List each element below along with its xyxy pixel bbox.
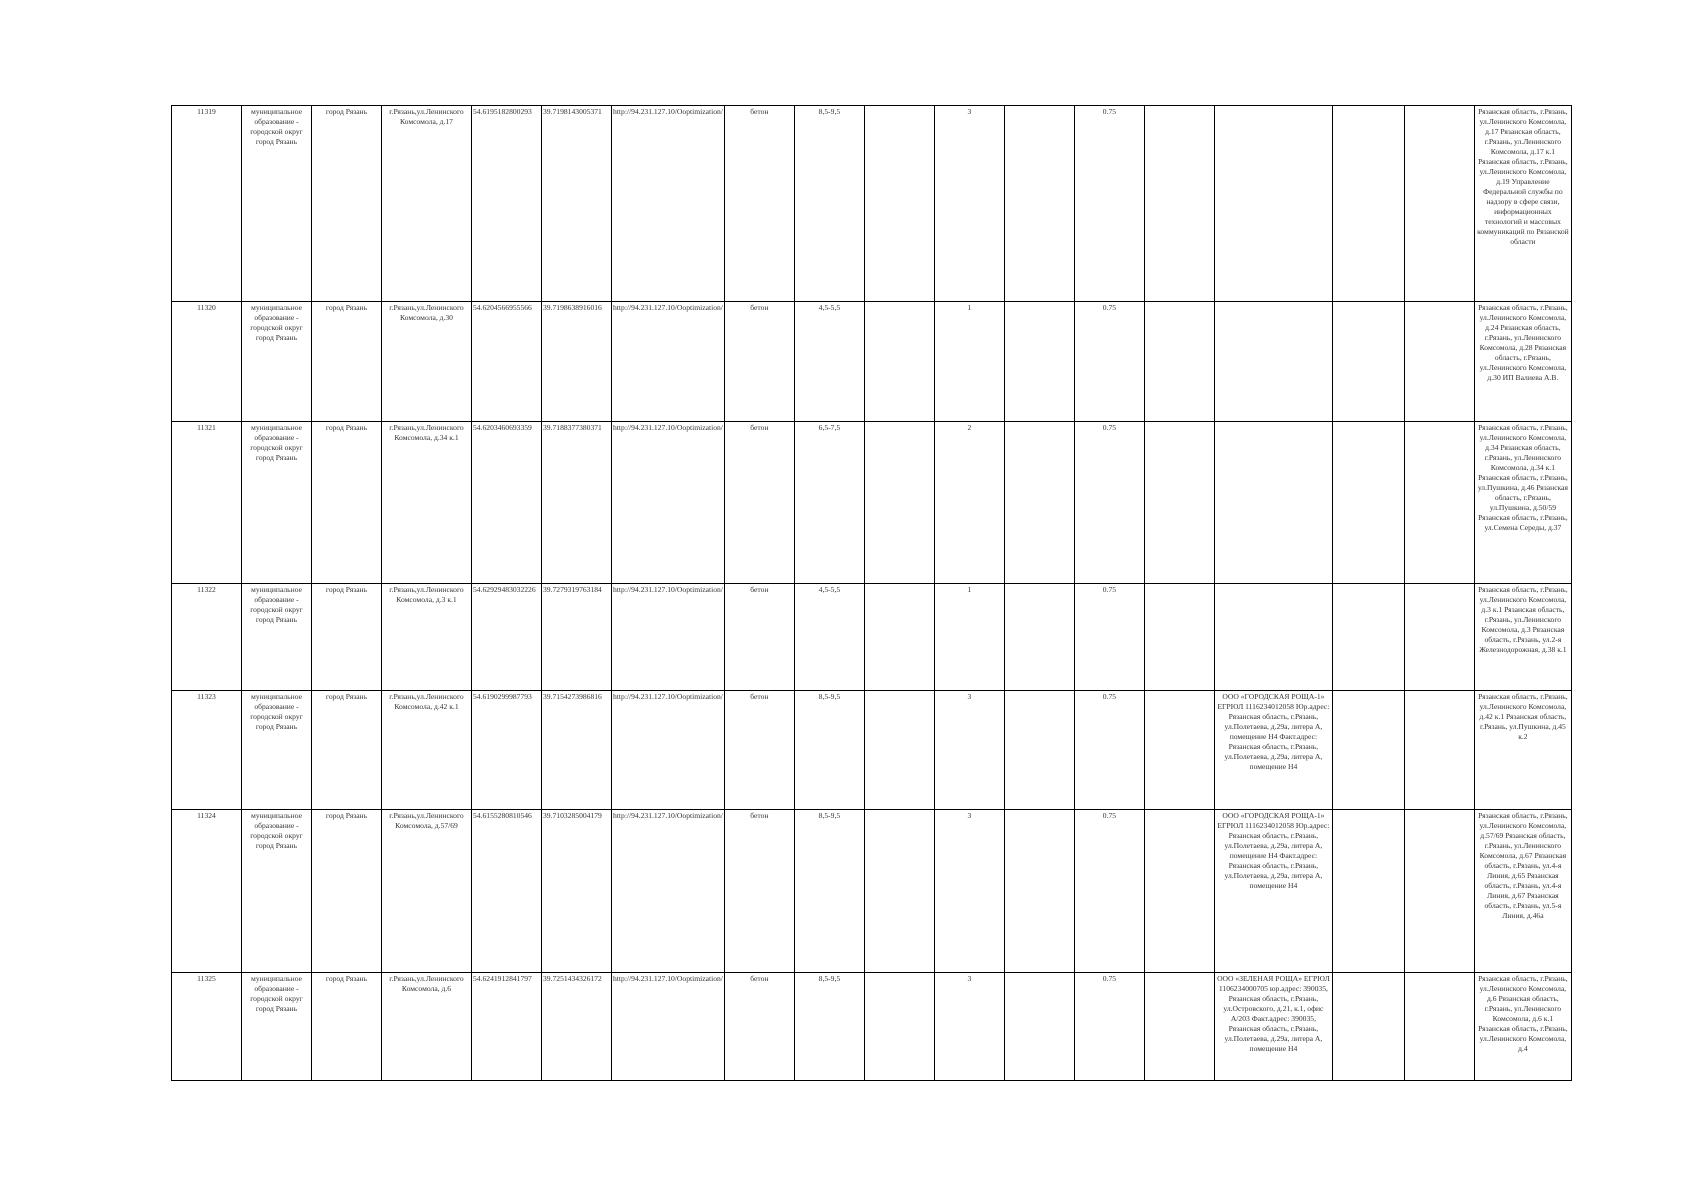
cell-owner: [1214, 422, 1332, 584]
cell-longitude: 39.7251434326172: [542, 973, 612, 1081]
cell-container-volume: 0.75: [1074, 691, 1144, 810]
cell-address: г.Рязань,ул.Ленинского Комсомола, д.17: [382, 106, 472, 302]
cell-container-count: 3: [934, 810, 1004, 973]
cell-waste-sources: Рязанская область, г.Рязань, ул.Ленинского Комсомола, д.34 Рязанская область, г.Рязань, ул.Ленинского Комсомола, д.34 к.1 Рязанская область, г.Рязань, ул.Пушкина, д.46 Рязанская область, г.Рязань, ул.Пушкина, д.50/59 Рязанская область, г.Рязань, ул.Семена Середы, д.37: [1474, 422, 1571, 584]
cell-latitude: 54.6241912841797: [472, 973, 542, 1081]
cell-municipality: муниципальное образование - городской округ город Рязань: [242, 422, 312, 584]
table-row: [172, 106, 1572, 302]
cell-scheme-link: http://94.231.127.10/Ooptimization/: [612, 106, 725, 302]
table-row: [172, 810, 1572, 973]
cell-longitude: 39.7198638916016: [542, 302, 612, 422]
cell-empty: [1404, 302, 1474, 422]
cell-scheme-link: http://94.231.127.10/Ooptimization/: [612, 302, 725, 422]
cell-longitude: 39.7279319763184: [542, 584, 612, 691]
cell-surface-type: бетон: [724, 106, 794, 302]
cell-waste-sources: Рязанская область, г.Рязань, ул.Ленинского Комсомола, д.6 Рязанская область, г.Рязань, ул.Ленинского Комсомола, д.6 к.1 Рязанская область, г.Рязань, ул.Ленинского Комсомола, д.4: [1474, 973, 1571, 1081]
cell-settlement: город Рязань: [312, 973, 382, 1081]
cell-container-volume: 0.75: [1074, 810, 1144, 973]
cell-empty: [1144, 302, 1214, 422]
cell-waste-sources: Рязанская область, г.Рязань, ул.Ленинского Комсомола, д.57/69 Рязанская область, г.Рязань, ул.Ленинского Комсомола, д.67 Рязанская область, г.Рязань, ул.4-я Линия, д.65 Рязанская область, г.Рязань, ул.4-я Линия, д.67 Рязанская область, г.Рязань, ул.5-я Линия, д.46а: [1474, 810, 1571, 973]
cell-scheme-link: http://94.231.127.10/Ooptimization/: [612, 810, 725, 973]
cell-area: 4,5-5,5: [794, 302, 864, 422]
cell-waste-sources: Рязанская область, г.Рязань, ул.Ленинского Комсомола, д.42 к.1 Рязанская область, г.Рязань, ул.Пушкина, д.45 к.2: [1474, 691, 1571, 810]
cell-settlement: город Рязань: [312, 691, 382, 810]
cell-empty: [1144, 422, 1214, 584]
cell-id: 11324: [172, 810, 242, 973]
cell-empty: [1404, 422, 1474, 584]
cell-latitude: 54.6195182800293: [472, 106, 542, 302]
cell-empty: [1332, 584, 1404, 691]
cell-empty: [1332, 106, 1404, 302]
cell-owner: ООО «ГОРОДСКАЯ РОЩА-1» ЕГРЮЛ 1116234012058 Юр.адрес: Рязанская область, г.Рязань, ул.Полетаева, д.29а, литера А, помещение Н4 Факт.адрес: Рязанская область, г.Рязань, ул.Полетаева, д.29а, литера А, помещение Н4: [1214, 691, 1332, 810]
table-row: [172, 973, 1572, 1081]
cell-longitude: 39.7188377380371: [542, 422, 612, 584]
waste-sites-registry-table: [171, 105, 1572, 1081]
cell-area: 8,5-9,5: [794, 106, 864, 302]
cell-scheme-link: http://94.231.127.10/Ooptimization/: [612, 973, 725, 1081]
cell-empty: [1144, 691, 1214, 810]
cell-municipality: муниципальное образование - городской округ город Рязань: [242, 973, 312, 1081]
cell-empty: [1144, 106, 1214, 302]
cell-id: 11320: [172, 302, 242, 422]
table-row: [172, 422, 1572, 584]
cell-empty: [1332, 302, 1404, 422]
cell-latitude: 54.6155280810546: [472, 810, 542, 973]
cell-container-count: 3: [934, 106, 1004, 302]
cell-empty: [1004, 302, 1074, 422]
cell-empty: [864, 810, 934, 973]
cell-surface-type: бетон: [724, 973, 794, 1081]
table-body: [172, 106, 1572, 1081]
cell-empty: [1004, 584, 1074, 691]
cell-container-volume: 0.75: [1074, 584, 1144, 691]
cell-area: 8,5-9,5: [794, 973, 864, 1081]
cell-scheme-link: http://94.231.127.10/Ooptimization/: [612, 422, 725, 584]
cell-longitude: 39.7154273986816: [542, 691, 612, 810]
table-row: [172, 691, 1572, 810]
cell-container-count: 2: [934, 422, 1004, 584]
cell-empty: [864, 422, 934, 584]
cell-municipality: муниципальное образование - городской округ город Рязань: [242, 302, 312, 422]
cell-settlement: город Рязань: [312, 810, 382, 973]
cell-empty: [1404, 584, 1474, 691]
cell-latitude: 54.6203460693359: [472, 422, 542, 584]
cell-municipality: муниципальное образование - городской округ город Рязань: [242, 106, 312, 302]
cell-container-count: 1: [934, 302, 1004, 422]
cell-waste-sources: Рязанская область, г.Рязань, ул.Ленинского Комсомола, д.24 Рязанская область, г.Рязань, ул.Ленинского Комсомола, д.28 Рязанская область, г.Рязань, ул.Ленинского Комсомола, д.30 ИП Валиева А.В.: [1474, 302, 1571, 422]
cell-surface-type: бетон: [724, 691, 794, 810]
table-row: [172, 584, 1572, 691]
cell-area: 8,5-9,5: [794, 810, 864, 973]
cell-surface-type: бетон: [724, 302, 794, 422]
cell-empty: [1404, 810, 1474, 973]
cell-area: 6,5-7,5: [794, 422, 864, 584]
cell-empty: [1004, 810, 1074, 973]
cell-empty: [1004, 422, 1074, 584]
cell-empty: [1004, 691, 1074, 810]
cell-surface-type: бетон: [724, 810, 794, 973]
cell-id: 11322: [172, 584, 242, 691]
cell-address: г.Рязань,ул.Ленинского Комсомола, д.3 к.1: [382, 584, 472, 691]
cell-latitude: 54.6204566955566: [472, 302, 542, 422]
cell-settlement: город Рязань: [312, 422, 382, 584]
cell-settlement: город Рязань: [312, 302, 382, 422]
cell-address: г.Рязань,ул.Ленинского Комсомола, д.6: [382, 973, 472, 1081]
cell-settlement: город Рязань: [312, 106, 382, 302]
cell-longitude: 39.7198143005371: [542, 106, 612, 302]
cell-waste-sources: Рязанская область, г.Рязань, ул.Ленинского Комсомола, д.3 к.1 Рязанская область, г.Рязань, ул.Ленинского Комсомола, д.3 Рязанская область, г.Рязань, ул.2-я Железнодорожная, д.38 к.1: [1474, 584, 1571, 691]
cell-empty: [1332, 691, 1404, 810]
cell-empty: [864, 691, 934, 810]
cell-container-count: 3: [934, 973, 1004, 1081]
cell-address: г.Рязань,ул.Ленинского Комсомола, д.34 к.1: [382, 422, 472, 584]
cell-container-volume: 0.75: [1074, 973, 1144, 1081]
cell-empty: [1332, 973, 1404, 1081]
cell-owner: [1214, 584, 1332, 691]
cell-empty: [1004, 106, 1074, 302]
cell-empty: [1332, 810, 1404, 973]
cell-address: г.Рязань,ул.Ленинского Комсомола, д.42 к.1: [382, 691, 472, 810]
cell-id: 11321: [172, 422, 242, 584]
cell-id: 11323: [172, 691, 242, 810]
cell-address: г.Рязань,ул.Ленинского Комсомола, д.30: [382, 302, 472, 422]
cell-surface-type: бетон: [724, 584, 794, 691]
cell-container-count: 3: [934, 691, 1004, 810]
cell-longitude: 39.7103285004179: [542, 810, 612, 973]
cell-empty: [864, 106, 934, 302]
cell-address: г.Рязань,ул.Ленинского Комсомола, д.57/69: [382, 810, 472, 973]
cell-municipality: муниципальное образование - городской округ город Рязань: [242, 584, 312, 691]
cell-owner: ООО «ЗЕЛЕНАЯ РОЩА» ЕГРЮЛ 1106234000705 юр.адрес: 390035, Рязанская область, г.Рязань, ул.Островского, д.21, к.1, офис А/203 Факт.адрес: 390035, Рязанская область, г.Рязань, ул.Полетаева, д.29а, литера А, помещение Н4: [1214, 973, 1332, 1081]
cell-container-volume: 0.75: [1074, 106, 1144, 302]
cell-empty: [864, 302, 934, 422]
cell-latitude: 54.6190299987793: [472, 691, 542, 810]
cell-owner: [1214, 302, 1332, 422]
cell-latitude: 54.62929483032226: [472, 584, 542, 691]
cell-container-volume: 0.75: [1074, 302, 1144, 422]
cell-owner: ООО «ГОРОДСКАЯ РОЩА-1» ЕГРЮЛ 1116234012058 Юр.адрес: Рязанская область, г.Рязань, ул.Полетаева, д.29а, литера А, помещение Н4 Факт.адрес: Рязанская область, г.Рязань, ул.Полетаева, д.29а, литера А, помещение Н4: [1214, 810, 1332, 973]
cell-surface-type: бетон: [724, 422, 794, 584]
cell-settlement: город Рязань: [312, 584, 382, 691]
cell-id: 11325: [172, 973, 242, 1081]
cell-empty: [1404, 106, 1474, 302]
cell-municipality: муниципальное образование - городской округ город Рязань: [242, 691, 312, 810]
cell-scheme-link: http://94.231.127.10/Ooptimization/: [612, 691, 725, 810]
cell-empty: [1332, 422, 1404, 584]
cell-owner: [1214, 106, 1332, 302]
cell-empty: [1144, 584, 1214, 691]
cell-empty: [1144, 973, 1214, 1081]
cell-id: 11319: [172, 106, 242, 302]
cell-container-volume: 0.75: [1074, 422, 1144, 584]
cell-area: 4,5-5,5: [794, 584, 864, 691]
cell-empty: [1404, 973, 1474, 1081]
cell-empty: [1004, 973, 1074, 1081]
cell-area: 8,5-9,5: [794, 691, 864, 810]
cell-empty: [1404, 691, 1474, 810]
cell-scheme-link: http://94.231.127.10/Ooptimization/: [612, 584, 725, 691]
cell-empty: [864, 584, 934, 691]
cell-waste-sources: Рязанская область, г.Рязань, ул.Ленинского Комсомола, д.17 Рязанская область, г.Рязань, ул.Ленинского Комсомола, д.17 к.1 Рязанская область, г.Рязань, ул.Ленинского Комсомола, д.19 Управление Федеральной службы по надзору в сфере связи, информационных технологий и массовых коммуникаций по Рязанской области: [1474, 106, 1571, 302]
cell-empty: [864, 973, 934, 1081]
cell-municipality: муниципальное образование - городской округ город Рязань: [242, 810, 312, 973]
table-row: [172, 302, 1572, 422]
cell-container-count: 1: [934, 584, 1004, 691]
cell-empty: [1144, 810, 1214, 973]
